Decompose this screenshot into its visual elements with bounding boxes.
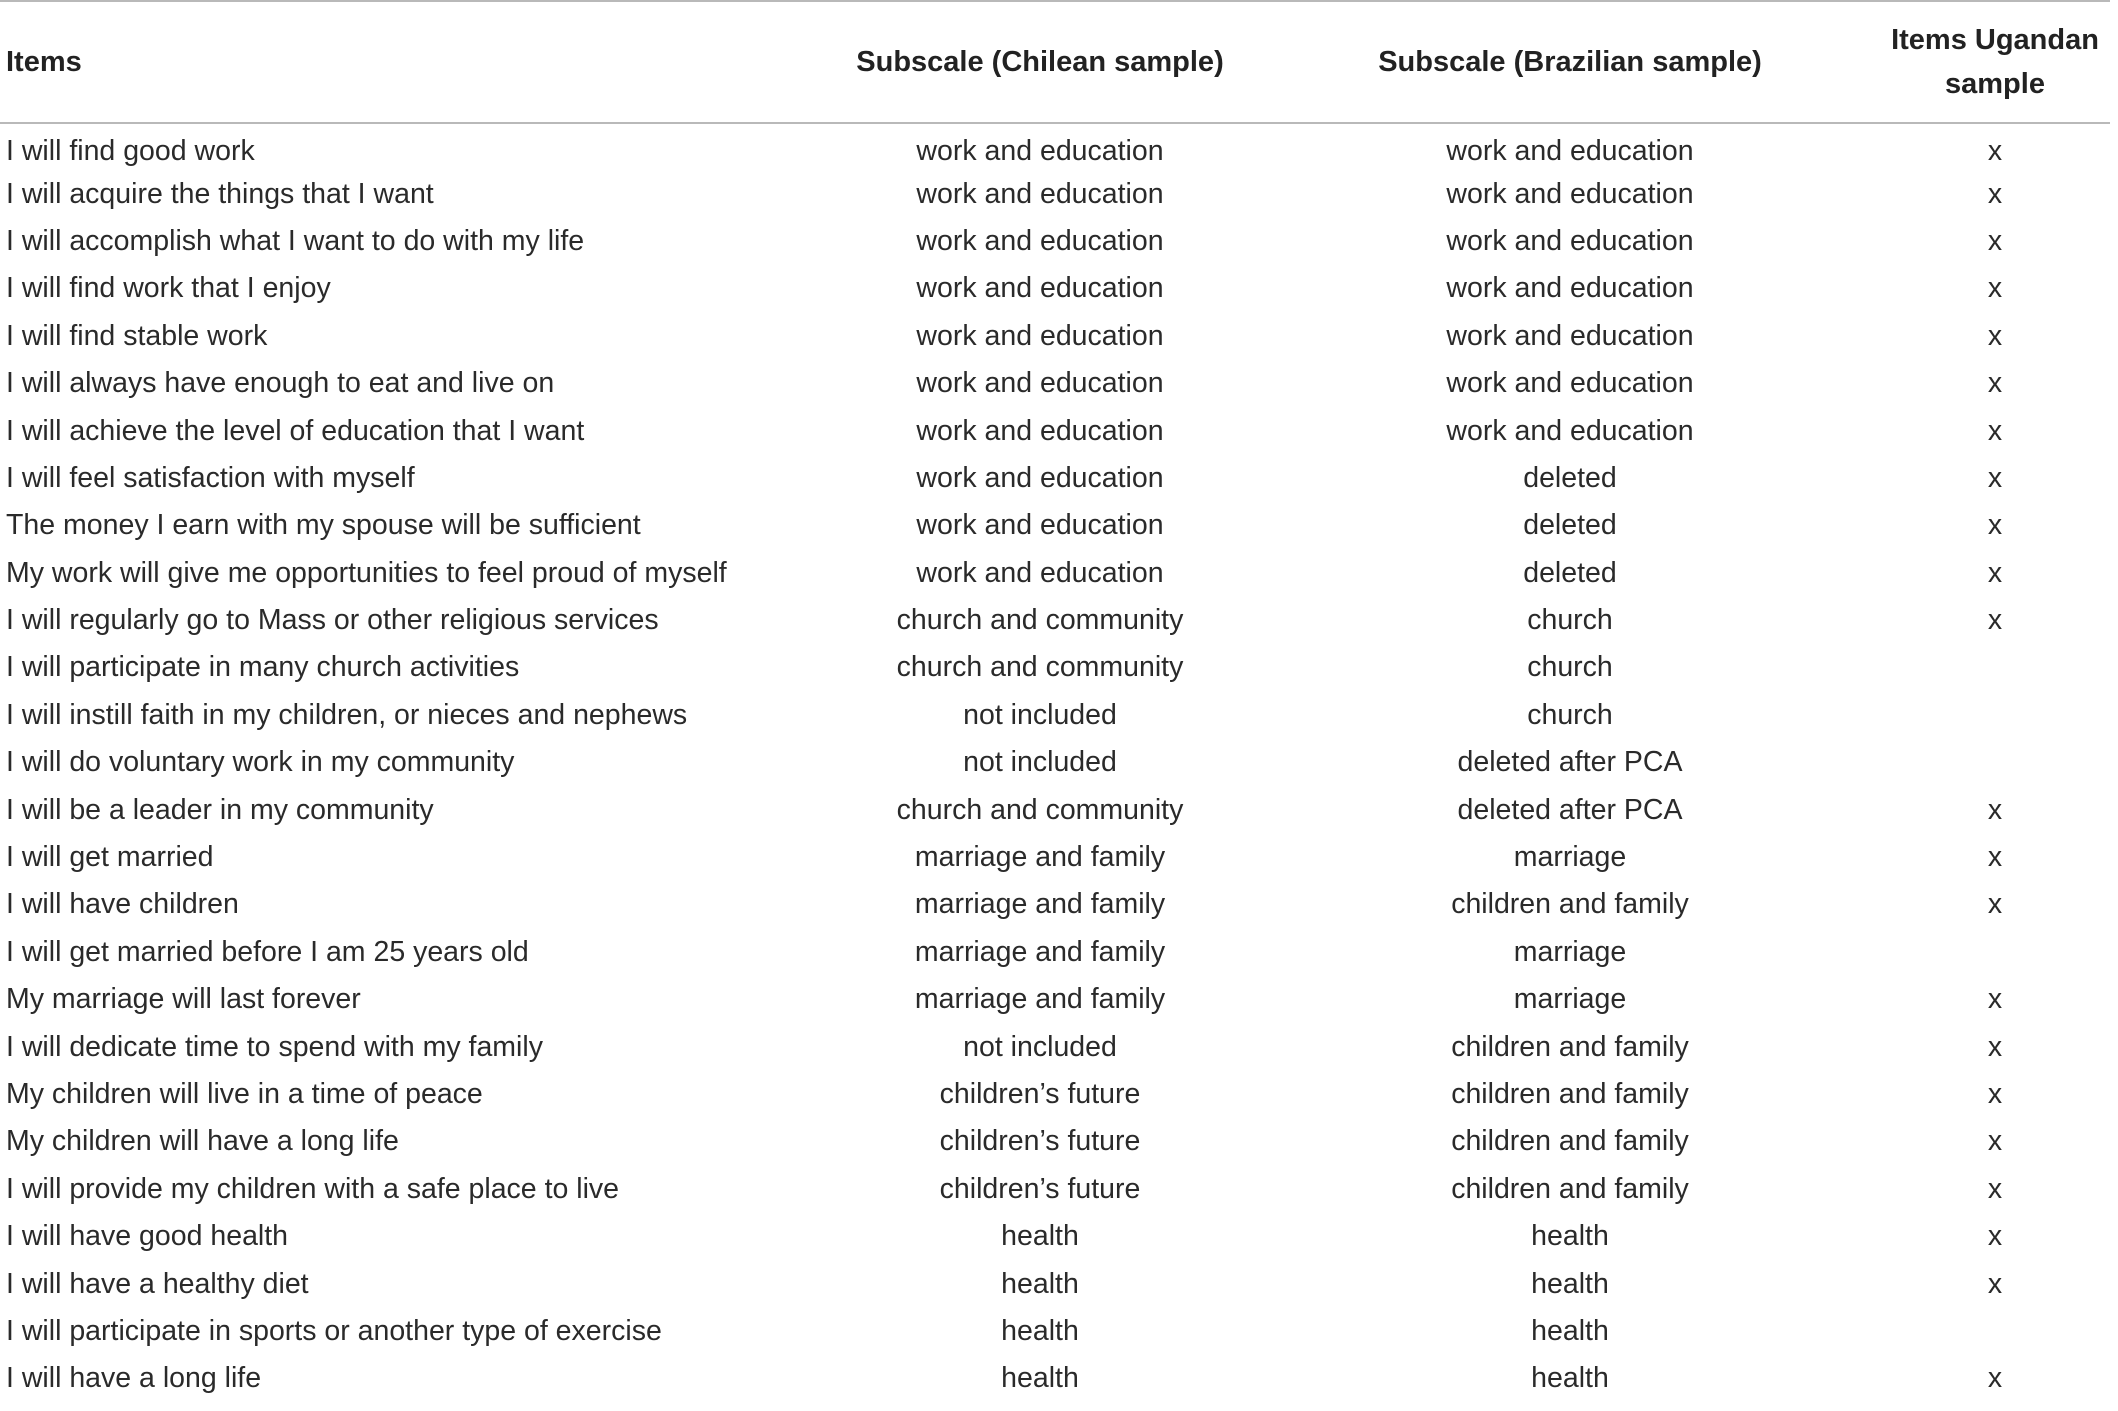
chilean-subscale-cell: work and education: [916, 461, 1164, 494]
ugandan-item-cell: x: [1987, 461, 2003, 494]
table-row: [0, 692, 2110, 739]
brazilian-subscale-cell: children and family: [1451, 888, 1689, 921]
brazilian-subscale-cell: health: [1531, 1267, 1609, 1300]
item-text-cell: I will always have enough to eat and live on: [6, 367, 555, 400]
header-chilean-subscale: Subscale (Chilean sample): [856, 46, 1224, 78]
chilean-subscale-cell: marriage and family: [914, 888, 1166, 921]
brazilian-subscale-cell: church: [1527, 651, 1613, 684]
table-row: [0, 313, 2110, 360]
brazilian-subscale-cell: children and family: [1451, 1030, 1689, 1063]
item-text-cell: I will regularly go to Mass or other religious services: [6, 604, 659, 637]
item-text-cell: I will acquire the things that I want: [6, 177, 434, 210]
item-text-cell: My marriage will last forever: [6, 983, 361, 1016]
table-row: [0, 455, 2110, 502]
item-text-cell: I will provide my children with a safe place to live: [6, 1172, 620, 1205]
chilean-subscale-cell: not included: [963, 698, 1117, 731]
brazilian-subscale-cell: deleted after PCA: [1457, 746, 1683, 779]
ugandan-item-cell: x: [1987, 1125, 2003, 1158]
table-row: [0, 265, 2110, 312]
table-row: [0, 1355, 2110, 1402]
ugandan-item-cell: x: [1987, 414, 2003, 447]
item-text-cell: I will have a healthy diet: [6, 1267, 309, 1300]
ugandan-item-cell: x: [1987, 793, 2003, 826]
item-text-cell: I will find work that I enjoy: [6, 272, 331, 305]
ugandan-item-cell: x: [1987, 556, 2003, 589]
header-brazilian-subscale: Subscale (Brazilian sample): [1378, 46, 1762, 78]
item-text-cell: I will find good work: [6, 134, 255, 167]
table-row: [0, 786, 2110, 833]
brazilian-subscale-cell: deleted: [1523, 509, 1617, 542]
ugandan-item-cell: [1840, 739, 2110, 786]
chilean-subscale-cell: work and education: [916, 134, 1164, 167]
item-text-cell: I will accomplish what I want to do with my life: [6, 224, 585, 257]
chilean-subscale-cell: work and education: [916, 177, 1164, 210]
ugandan-item-cell: x: [1987, 841, 2003, 874]
chilean-subscale-cell: church and community: [896, 604, 1184, 637]
chilean-subscale-cell: marriage and family: [914, 983, 1166, 1016]
table-row: [0, 1213, 2110, 1260]
table-row: [0, 502, 2110, 549]
chilean-subscale-cell: work and education: [916, 556, 1164, 589]
brazilian-subscale-cell: work and education: [1446, 134, 1694, 167]
brazilian-subscale-cell: health: [1531, 1220, 1609, 1253]
chilean-subscale-cell: health: [1001, 1314, 1079, 1347]
table-row: [0, 550, 2110, 597]
brazilian-subscale-cell: children and family: [1451, 1172, 1689, 1205]
item-text-cell: I will participate in sports or another type of exercise: [6, 1314, 662, 1347]
table-row: [0, 976, 2110, 1023]
chilean-subscale-cell: children’s future: [939, 1125, 1141, 1158]
table-row: [0, 1023, 2110, 1070]
brazilian-subscale-cell: work and education: [1446, 319, 1694, 352]
ugandan-item-cell: [1840, 1308, 2110, 1355]
table-row: [0, 834, 2110, 881]
table-row: [0, 739, 2110, 786]
brazilian-subscale-cell: marriage: [1513, 935, 1627, 968]
table-body: [0, 123, 2110, 1403]
item-text-cell: I will participate in many church activities: [6, 651, 520, 684]
table-header: [0, 1, 2110, 123]
chilean-subscale-cell: church and community: [896, 651, 1184, 684]
chilean-subscale-cell: marriage and family: [914, 841, 1166, 874]
brazilian-subscale-cell: deleted: [1523, 461, 1617, 494]
item-text-cell: I will have children: [6, 888, 239, 921]
chilean-subscale-cell: not included: [963, 746, 1117, 779]
brazilian-subscale-cell: work and education: [1446, 367, 1694, 400]
item-text-cell: I will feel satisfaction with myself: [6, 461, 415, 494]
ugandan-item-cell: x: [1987, 1220, 2003, 1253]
item-text-cell: I will find stable work: [6, 319, 268, 352]
ugandan-item-cell: x: [1987, 1030, 2003, 1063]
chilean-subscale-cell: work and education: [916, 509, 1164, 542]
table-row: [0, 1118, 2110, 1165]
chilean-subscale-cell: health: [1001, 1362, 1079, 1395]
ugandan-item-cell: x: [1987, 134, 2003, 167]
item-text-cell: My children will have a long life: [6, 1125, 399, 1158]
chilean-subscale-cell: work and education: [916, 367, 1164, 400]
header-row: [0, 1, 2110, 123]
table-row: [0, 407, 2110, 454]
table-row: [0, 123, 2110, 170]
table-row: [0, 597, 2110, 644]
brazilian-subscale-cell: children and family: [1451, 1125, 1689, 1158]
table-row: [0, 218, 2110, 265]
brazilian-subscale-cell: work and education: [1446, 414, 1694, 447]
item-text-cell: I will dedicate time to spend with my family: [6, 1030, 543, 1063]
ugandan-item-cell: [1840, 929, 2110, 976]
item-text-cell: I will achieve the level of education that I want: [6, 414, 585, 447]
brazilian-subscale-cell: work and education: [1446, 272, 1694, 305]
ugandan-item-cell: x: [1987, 1078, 2003, 1110]
table-row: [0, 881, 2110, 928]
table-row: [0, 644, 2110, 691]
table-row: [0, 360, 2110, 407]
chilean-subscale-cell: children’s future: [939, 1078, 1141, 1110]
table-row: [0, 1071, 2110, 1118]
item-text-cell: My children will live in a time of peace: [6, 1078, 483, 1110]
header-items: Items: [6, 46, 82, 78]
chilean-subscale-cell: work and education: [916, 272, 1164, 305]
item-text-cell: I will be a leader in my community: [6, 793, 434, 826]
table-row: [0, 1308, 2110, 1355]
chilean-subscale-cell: health: [1001, 1220, 1079, 1253]
ugandan-item-cell: x: [1987, 1362, 2003, 1395]
brazilian-subscale-cell: deleted: [1523, 556, 1617, 589]
brazilian-subscale-cell: work and education: [1446, 224, 1694, 257]
item-text-cell: I will do voluntary work in my community: [6, 746, 515, 779]
item-text-cell: I will have a long life: [6, 1362, 262, 1395]
chilean-subscale-cell: marriage and family: [914, 935, 1166, 968]
item-text-cell: My work will give me opportunities to feel proud of myself: [6, 556, 727, 589]
table-row: [0, 1260, 2110, 1307]
item-text-cell: I will get married before I am 25 years old: [6, 935, 529, 968]
chilean-subscale-cell: work and education: [916, 414, 1164, 447]
item-text-cell: I will have good health: [6, 1220, 289, 1253]
ugandan-item-cell: x: [1987, 509, 2003, 542]
item-text-cell: The money I earn with my spouse will be sufficient: [6, 509, 641, 542]
chilean-subscale-cell: children’s future: [939, 1172, 1141, 1205]
header-ugandan-items: [1840, 1, 2110, 123]
brazilian-subscale-cell: health: [1531, 1362, 1609, 1395]
ugandan-item-cell: x: [1987, 1172, 2003, 1205]
brazilian-subscale-cell: church: [1527, 698, 1613, 731]
table-row: [0, 929, 2110, 976]
chilean-subscale-cell: not included: [963, 1030, 1117, 1063]
ugandan-item-cell: x: [1987, 1267, 2003, 1300]
header-ugandan-line1: Items Ugandan: [1891, 24, 2099, 56]
table-row: [0, 170, 2110, 217]
ugandan-item-cell: x: [1987, 319, 2003, 352]
brazilian-subscale-cell: work and education: [1446, 177, 1694, 210]
chilean-subscale-cell: health: [1001, 1267, 1079, 1300]
chilean-subscale-cell: work and education: [916, 319, 1164, 352]
brazilian-subscale-cell: marriage: [1513, 841, 1627, 874]
brazilian-subscale-cell: marriage: [1513, 983, 1627, 1016]
chilean-subscale-cell: work and education: [916, 224, 1164, 257]
ugandan-item-cell: x: [1987, 983, 2003, 1016]
ugandan-item-cell: [1840, 644, 2110, 691]
ugandan-item-cell: [1840, 692, 2110, 739]
brazilian-subscale-cell: deleted after PCA: [1457, 793, 1683, 826]
ugandan-item-cell: x: [1987, 272, 2003, 305]
item-text-cell: I will instill faith in my children, or nieces and nephews: [6, 698, 688, 731]
header-ugandan-line2: sample: [1945, 68, 2045, 100]
table-row: [0, 1166, 2110, 1213]
brazilian-subscale-cell: health: [1531, 1314, 1609, 1347]
ugandan-item-cell: x: [1987, 177, 2003, 210]
ugandan-item-cell: x: [1987, 224, 2003, 257]
brazilian-subscale-cell: children and family: [1451, 1078, 1689, 1110]
brazilian-subscale-cell: church: [1527, 604, 1613, 637]
chilean-subscale-cell: church and community: [896, 793, 1184, 826]
ugandan-item-cell: x: [1987, 888, 2003, 921]
ugandan-item-cell: x: [1987, 367, 2003, 400]
item-text-cell: I will get married: [6, 841, 214, 874]
ugandan-item-cell: x: [1987, 604, 2003, 637]
